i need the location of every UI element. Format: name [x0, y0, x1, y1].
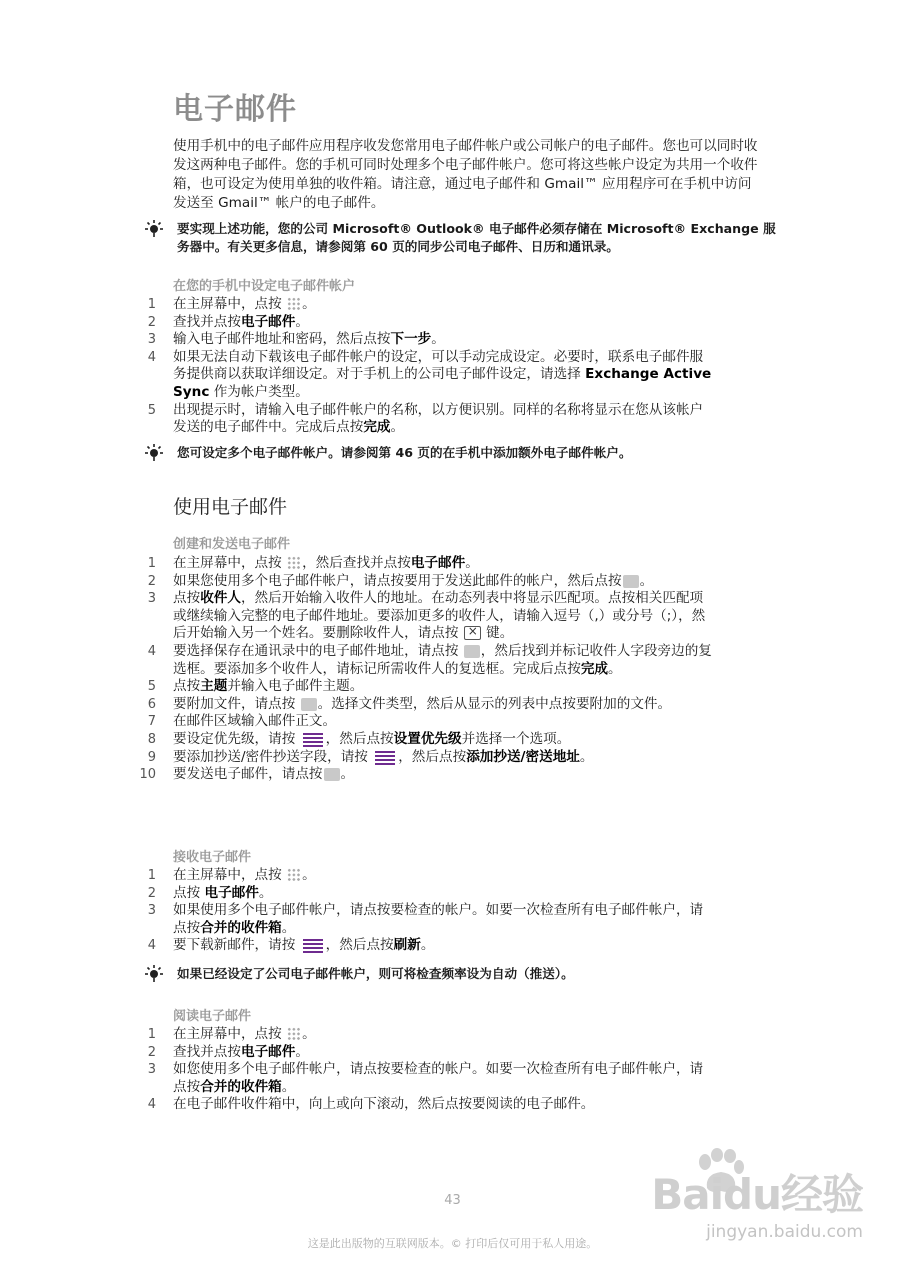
watermark-url: jingyan.baidu.com	[706, 1222, 863, 1242]
subheading-create: 创建和发送电子邮件	[173, 537, 291, 552]
setup-steps	[0, 296, 720, 437]
list-item: 3 输入电子邮件地址和密码，然后点按下一步。	[147, 331, 445, 348]
list-item: 2 如果您使用多个电子邮件帐户，请点按要用于发送此邮件的帐户，然后点按 。	[147, 572, 654, 589]
receive-steps	[0, 867, 720, 955]
list-item: 1 在主屏幕中，点按 。	[147, 296, 316, 312]
list-item: 4 要选择保存在通讯录中的电子邮件地址，请点按 ，然后找到并标记收件人字段旁边的复选框。要添加多个收件人，请标记所需收件人的复选框。完成后点按完成。	[147, 642, 712, 677]
section-heading: 使用电子邮件	[173, 496, 288, 518]
app-grid-icon	[287, 868, 301, 882]
list-item: 1 在主屏幕中，点按 。	[147, 1026, 316, 1042]
delete-key-icon	[464, 626, 481, 640]
list-item: 3 如果使用多个电子邮件帐户，请点按要检查的帐户。如要一次检查所有电子邮件帐户，请点按合并的收件箱。	[147, 902, 704, 936]
attachment-icon	[301, 698, 317, 711]
list-item: 4 要下载新邮件，请按 ，然后点按刷新。	[147, 937, 435, 954]
list-item: 2 查找并点按电子邮件。	[147, 313, 309, 330]
light-bulb-icon	[145, 444, 163, 462]
page-number: 43	[444, 1193, 461, 1208]
app-grid-icon	[287, 297, 301, 311]
add-contact-icon	[464, 645, 480, 658]
tip-note	[145, 444, 785, 462]
app-grid-icon	[287, 556, 301, 570]
list-item: 2 点按 电子邮件。	[147, 884, 273, 901]
light-bulb-icon	[145, 965, 163, 983]
tip-text: 要实现上述功能，您的公司 Microsoft® Outlook® 电子邮件必须存储在 Microsoft® Exchange 服务器中。有关更多信息，请参阅第 60 页的同步公司电子邮件、日历和通讯录。	[177, 221, 776, 254]
app-grid-icon	[287, 1027, 301, 1041]
list-item: 6 要附加文件，请点按 。选择文件类型，然后从显示的列表中点按要附加的文件。	[147, 695, 672, 712]
tip-text: 您可设定多个电子邮件帐户。请参阅第 46 页的在手机中添加额外电子邮件帐户。	[177, 445, 632, 460]
menu-icon	[301, 732, 325, 746]
tip-note	[145, 965, 785, 983]
compose-icon	[623, 575, 639, 588]
watermark-brand: Baidu经验	[651, 1170, 863, 1219]
tip-text: 如果已经设定了公司电子邮件帐户，则可将检查频率设为自动（推送）。	[177, 966, 574, 981]
list-item: 1 在主屏幕中，点按 。	[147, 867, 316, 883]
list-item: 1 在主屏幕中，点按 ，然后查找并点按电子邮件。	[147, 555, 479, 571]
list-item: 3 如您使用多个电子邮件帐户，请点按要检查的帐户。如要一次检查所有电子邮件帐户，请点按合并的收件箱。	[147, 1061, 704, 1095]
list-item: 7 在邮件区域输入邮件正文。	[147, 713, 337, 730]
light-bulb-icon	[145, 220, 163, 238]
intro-paragraph: 使用手机中的电子邮件应用程序收发您常用电子邮件帐户或公司帐户的电子邮件。您也可以同时收发这两种电子邮件。您的手机可同时处理多个电子邮件帐户。您可将这些帐户设定为共用一个收件箱，也可设定为使用单独的收件箱。请注意，通过电子邮件和 Gmail™ 应用程序可在手机中访问发送至 Gmail™ 帐户的电子邮件。	[173, 138, 758, 211]
list-item: 4 如果无法自动下载该电子邮件帐户的设定，可以手动完成设定。必要时，联系电子邮件服务提供商以获取详细设定。对于手机上的公司电子邮件设定，请选择 Exchange Active Sync 作为帐户类型。	[147, 348, 712, 400]
create-steps	[0, 555, 720, 784]
list-item: 5 点按主题并输入电子邮件主题。	[147, 678, 364, 695]
tip-note	[145, 220, 785, 256]
subheading-read: 阅读电子邮件	[173, 1009, 252, 1024]
footer-note: 这是此出版物的互联网版本。© 打印后仅可用于私人用途。	[307, 1237, 598, 1250]
send-icon	[324, 768, 340, 781]
menu-icon	[301, 938, 325, 952]
read-steps	[0, 1026, 720, 1114]
list-item: 2 查找并点按电子邮件。	[147, 1043, 309, 1060]
list-item: 10 要发送电子邮件，请点按 。	[139, 766, 355, 783]
menu-icon	[373, 750, 397, 764]
subheading-receive: 接收电子邮件	[173, 850, 252, 865]
list-item: 3 点按收件人，然后开始输入收件人的地址。在动态列表中将显示匹配项。点按相关匹配项或继续输入完整的电子邮件地址。要添加更多的收件人，请输入逗号（,）或分号（;），然后开始输入另一个姓名。要删除收件人，请点按 × 键。	[0, 590, 720, 643]
list-item: 9 要添加抄送/密件抄送字段，请按 ，然后点按添加抄送/密送地址。	[147, 748, 594, 765]
list-item: 4 在电子邮件收件箱中，向上或向下滚动，然后点按要阅读的电子邮件。	[147, 1096, 595, 1113]
page-title: 电子邮件	[173, 92, 297, 127]
subheading-setup: 在您的手机中设定电子邮件帐户	[173, 279, 356, 294]
list-item: 5 出现提示时，请输入电子邮件帐户的名称，以方便识别。同样的名称将显示在您从该帐户发送的电子邮件中。完成后点按完成。	[147, 401, 704, 436]
list-item: 8 要设定优先级，请按 ，然后点按设置优先级并选择一个选项。	[147, 730, 571, 747]
